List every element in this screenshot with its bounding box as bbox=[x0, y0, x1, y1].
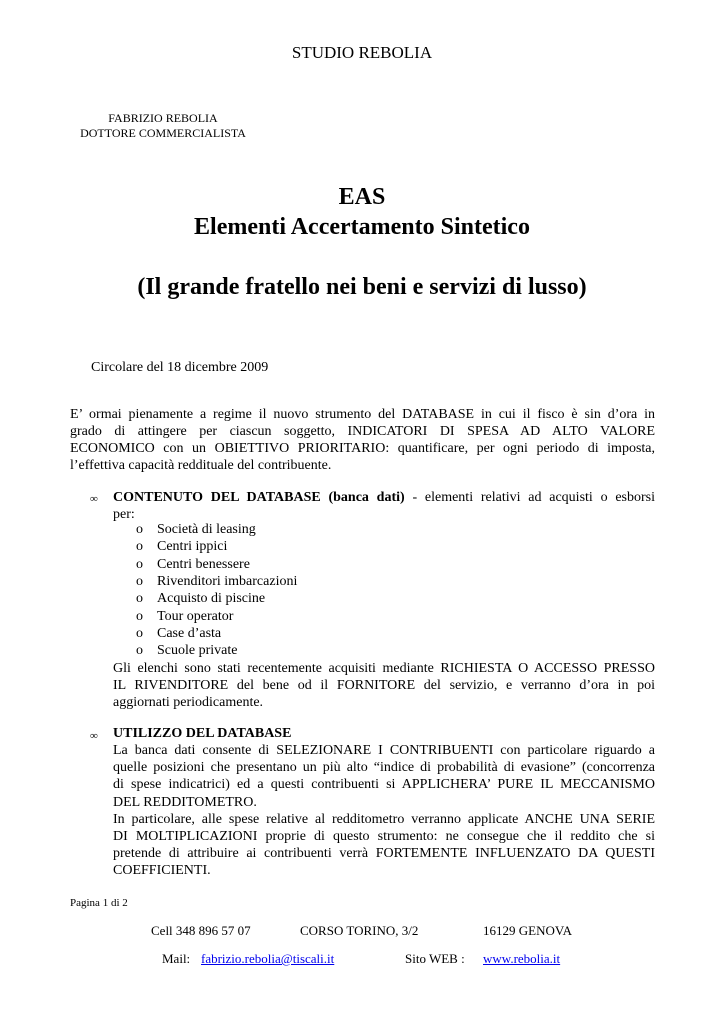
circle-bullet-icon: o bbox=[136, 539, 143, 555]
text-line: La banca dati consente di SELEZIONARE I CONTRIBUENTI con particolare riguardo a bbox=[113, 743, 655, 758]
footer-web-link[interactable]: www.rebolia.it bbox=[483, 951, 561, 966]
doc-title: EAS bbox=[338, 184, 386, 210]
author-name: FABRIZIO REBOLIA bbox=[108, 111, 218, 125]
list-item: Centri ippici bbox=[157, 539, 228, 555]
bullet-line: per: bbox=[113, 507, 135, 522]
infinity-bullet-icon: ∞ bbox=[90, 493, 98, 505]
studio-name: STUDIO REBOLIA bbox=[291, 43, 433, 62]
author-role: DOTTORE COMMERCIALISTA bbox=[80, 126, 246, 140]
text-line: grado di attingere per ciascun soggetto, INDICATORI DI SPESA AD ALTO VALORE bbox=[70, 424, 655, 439]
circle-bullet-icon: o bbox=[136, 522, 143, 537]
text-line: di spese indicatrici) ed a questi contribuenti si APPLICHERA’ PURE IL MECCANISMO bbox=[113, 777, 655, 793]
infinity-bullet-icon: ∞ bbox=[90, 730, 98, 742]
footer-web-label: Sito WEB : bbox=[405, 951, 465, 966]
list-item: Centri benessere bbox=[157, 556, 250, 572]
list-item: Tour operator bbox=[157, 608, 234, 624]
list-item: Scuole private bbox=[157, 643, 238, 659]
bullet-text: - elementi relativi ad acquisti o esborsi bbox=[404, 490, 655, 505]
circle-bullet-icon: o bbox=[136, 608, 143, 624]
footer-mail-link[interactable]: fabrizio.rebolia@tiscali.it bbox=[201, 951, 335, 966]
bullet-line bbox=[113, 489, 655, 506]
text-line: quelle posizioni che presentano un più alto “indice di probabilità di evasione” (concorrenza bbox=[113, 760, 655, 776]
list-item: Rivenditori imbarcazioni bbox=[157, 573, 298, 589]
text-line: DEL REDDITOMETRO. bbox=[113, 794, 257, 810]
circle-bullet-icon: o bbox=[136, 643, 143, 659]
circle-bullet-icon: o bbox=[136, 556, 143, 572]
bullet-heading: UTILIZZO DEL DATABASE bbox=[113, 726, 292, 741]
circle-bullet-icon: o bbox=[136, 573, 143, 589]
circle-bullet-icon: o bbox=[136, 591, 143, 607]
footer-mail-label: Mail: bbox=[162, 951, 191, 966]
text-line: aggiornati periodicamente. bbox=[113, 695, 264, 710]
text-line: l’effettiva capacità reddituale del contribuente. bbox=[70, 458, 332, 473]
footer-city: 16129 GENOVA bbox=[483, 923, 572, 938]
footer-address: CORSO TORINO, 3/2 bbox=[300, 923, 419, 938]
list-item: Società di leasing bbox=[157, 522, 256, 537]
bullet-heading: CONTENUTO DEL DATABASE (banca dati) bbox=[113, 490, 405, 505]
text-line: pretende di attribuire ai contribuenti verrà FORTEMENTE INFLUENZATO DA QUESTI bbox=[113, 846, 655, 862]
text-line: E’ ormai pienamente a regime il nuovo strumento del DATABASE in cui il fisco è sin d’ora in bbox=[70, 407, 655, 422]
circular-date: Circolare del 18 dicembre 2009 bbox=[91, 360, 269, 375]
doc-subtitle: Elementi Accertamento Sintetico bbox=[194, 214, 530, 240]
text-line: Gli elenchi sono stati recentemente acquisiti mediante RICHIESTA O ACCESSO PRESSO bbox=[113, 661, 655, 676]
text-line: COEFFICIENTI. bbox=[113, 863, 211, 879]
text-line: DI MOLTIPLICAZIONI proprie di questo strumento: ne consegue che il reddito che si bbox=[113, 829, 655, 844]
text-line: ECONOMICO con un OBIETTIVO PRIORITARIO: quantificare, per ogni periodo di imposta, bbox=[70, 441, 655, 456]
text-line: In particolare, alle spese relative al redditometro verranno applicate ANCHE UNA SERIE bbox=[113, 811, 655, 827]
list-item: Case d’asta bbox=[157, 625, 222, 641]
page-number: Pagina 1 di 2 bbox=[70, 897, 128, 909]
circle-bullet-icon: o bbox=[136, 625, 143, 641]
doc-tagline: (Il grande fratello nei beni e servizi di lusso) bbox=[137, 274, 587, 300]
list-item: Acquisto di piscine bbox=[157, 591, 266, 607]
footer-cell: Cell 348 896 57 07 bbox=[151, 923, 251, 938]
text-line: IL RIVENDITORE del bene od il FORNITORE del servizio, e verranno d’ora in poi bbox=[113, 678, 655, 693]
